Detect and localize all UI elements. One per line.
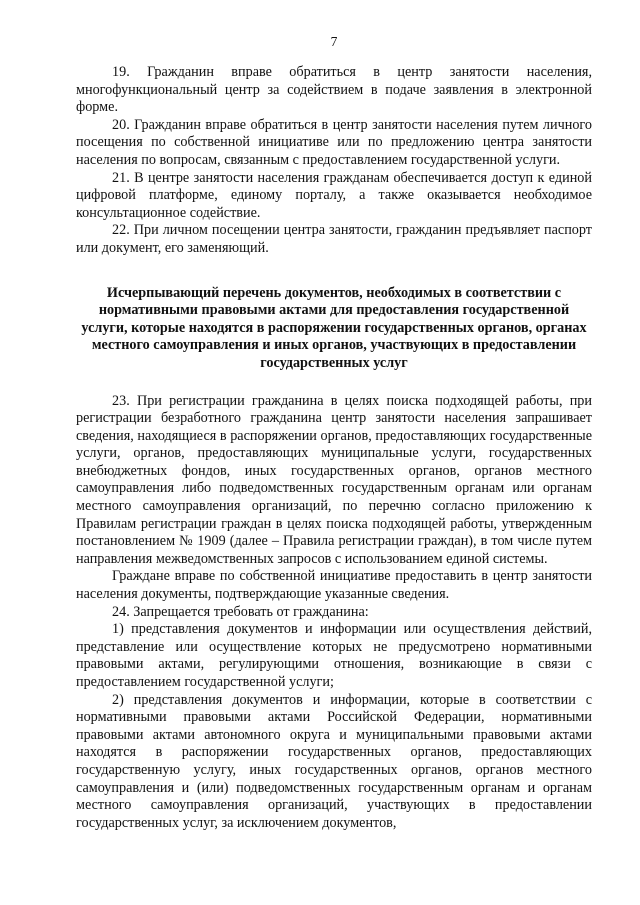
paragraph-24-item-1: 1) представления документов и информации или осуществления действий, представление или осуществление которых не предусмотрено нормативными правовыми актами, регулирующими отношения, возникающие в связи с предоставлением государственной услуги; [76,621,592,690]
paragraph-21: 21. В центре занятости населения гражданам обеспечивается доступ к единой цифровой платформе, единому порталу, а также оказывается необходимое консультационное содействие. [76,169,592,221]
paragraph-citizens-right: Граждане вправе по собственной инициативе предоставить в центр занятости населения документы, подтверждающие указанные сведения. [76,568,592,603]
paragraph-23: 23. При регистрации гражданина в целях поиска подходящей работы, при регистрации безработного гражданина центр занятости населения запрашивает сведения, находящиеся в распоряжении органов, предоставляющих государственные услуги, органов, предоставляющих муниципальные услуги, государственных внебюджетных фондов, иных государственных органов, органов местного самоуправления либо подведомственных государственным органам или органам местного самоуправления организаций, по перечню согласно приложению к Правилам регистрации граждан в целях поиска подходящей работы, утвержденным постановлением № 1909 (далее – Правила регистрации граждан), в том числе путем направления межведомственных запросов с использованием единой системы. [76,392,592,567]
paragraph-20: 20. Гражданин вправе обратиться в центр занятости населения путем личного посещения по собственной инициативе или по предложению центра занятости населения по вопросам, связанным с предоставлением государственной услуги. [76,116,592,168]
page-number: 7 [330,34,338,49]
paragraph-24-item-2: 2) представления документов и информации, которые в соответствии с нормативными правовыми актами Российской Федерации, нормативными правовыми актами автономного округа и муниципальными правовыми актами находятся в распоряжении государственных органов, предоставляющих государственную услугу, иных государственных органов, органов местного самоуправления и (или) подведомственных государственным органам и органам местного самоуправления организаций, участвующих в предоставлении государственных услуг, за исключением документов, [76,691,592,831]
paragraph-24: 24. Запрещается требовать от гражданина: [112,603,369,620]
section-heading: Исчерпывающий перечень документов, необходимых в соответствии с нормативными правовыми актами для предоставления государственной услуги, которые находятся в распоряжении государственных органов, органах местного самоуправления и иных органов, участвующих в предоставлении государственных услуг [81,284,587,371]
paragraph-19: 19. Гражданин вправе обратиться в центр занятости населения, многофункциональный центр за содействием в подаче заявления в электронной форме. [76,64,592,116]
paragraph-22: 22. При личном посещении центра занятости, гражданин предъявляет паспорт или документ, его заменяющий. [76,222,592,256]
